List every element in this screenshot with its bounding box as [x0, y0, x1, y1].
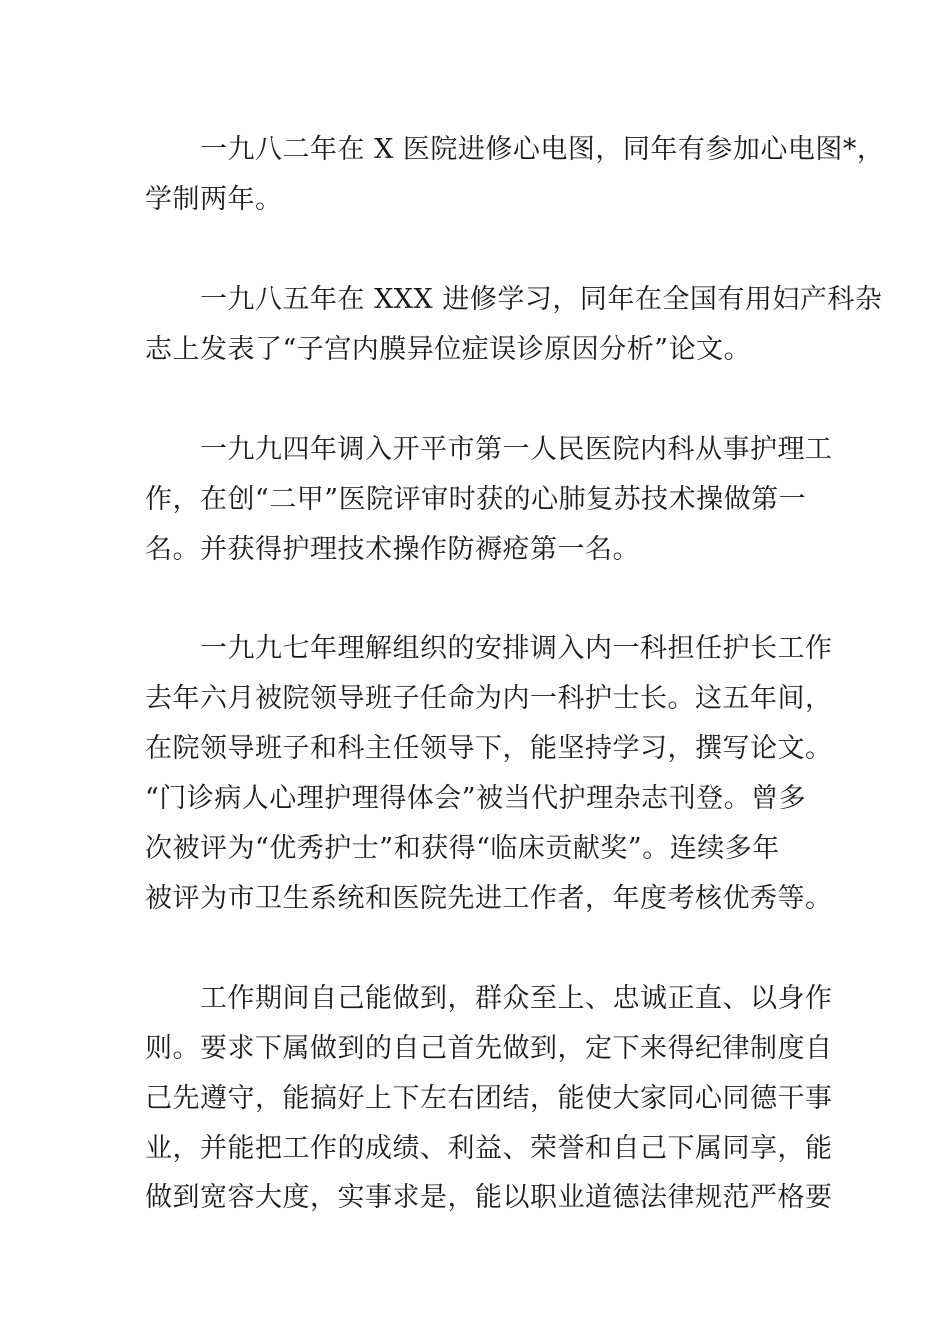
paragraph-4-line-3: 在院领导班子和科主任领导下，能坚持学习，撰写论文。: [145, 733, 833, 764]
paragraph-4-line-6: 被评为市卫生系统和医院先进工作者，年度考核优秀等。: [145, 883, 833, 914]
paragraph-2-line-1: 一九八五年在 XXX 进修学习，同年在全国有用妇产科杂: [200, 284, 883, 315]
paragraph-3-line-3: 名。并获得护理技术操作防褥疮第一名。: [145, 534, 640, 565]
paragraph-3-line-1: 一九九四年调入开平市第一人民医院内科从事护理工: [200, 434, 833, 465]
paragraph-4-line-2: 去年六月被院领导班子任命为内一科护士长。这五年间，: [145, 683, 833, 714]
paragraph-5-line-5: 做到宽容大度，实事求是，能以职业道德法律规范严格要: [145, 1182, 833, 1213]
paragraph-4-line-1: 一九九七年理解组织的安排调入内一科担任护长工作: [200, 633, 833, 664]
paragraph-1-line-1: 一九八二年在 X 医院进修心电图，同年有参加心电图*，: [200, 134, 885, 165]
paragraph-4-line-5: 次被评为“优秀护士”和获得“临床贡献奖”。连续多年: [145, 833, 780, 864]
paragraph-2-line-2: 志上发表了“子宫内膜异位症误诊原因分析”论文。: [145, 334, 752, 365]
paragraph-3-line-2: 作，在创“二甲”医院评审时获的心肺复苏技术操做第一: [145, 484, 807, 515]
paragraph-5-line-2: 则。要求下属做到的自己首先做到，定下来得纪律制度自: [145, 1033, 833, 1064]
paragraph-5-line-4: 业，并能把工作的成绩、利益、荣誉和自己下属同享，能: [145, 1133, 833, 1164]
paragraph-5-line-3: 己先遵守，能搞好上下左右团结，能使大家同心同德干事: [145, 1083, 833, 1114]
paragraph-1-line-2: 学制两年。: [145, 184, 283, 215]
paragraph-4-line-4: “门诊病人心理护理得体会”被当代护理杂志刊登。曾多: [145, 783, 807, 814]
paragraph-5-line-1: 工作期间自己能做到，群众至上、忠诚正直、以身作: [200, 983, 833, 1014]
